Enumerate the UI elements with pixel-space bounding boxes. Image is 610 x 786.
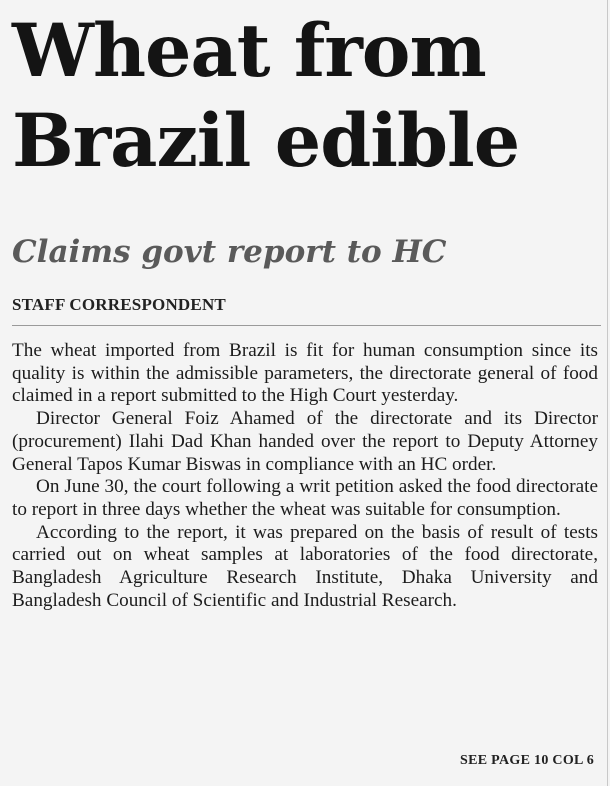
byline-rule	[12, 325, 601, 326]
paragraph-4: According to the report, it was prepared on the basis of result of tests carried out on wheat samples at laboratories of the food directorate, Bangladesh Agriculture Research Institute, Dhaka University and Bangladesh Council of Scientific and Industrial Research.	[12, 521, 598, 611]
paragraph-1: The wheat imported from Brazil is fit for human consumption since its quality is within the admissible parameters, the directorate general of food claimed in a report submitted to the High Court yesterday.	[12, 340, 598, 407]
continued-on-label: SEE PAGE 10 COL 6	[460, 753, 594, 768]
byline: STAFF CORRESPONDENT	[12, 295, 226, 314]
column-divider	[607, 0, 608, 786]
headline: Wheat from Brazil edible	[12, 8, 520, 184]
kicker-subheadline: Claims govt report to HC	[12, 234, 447, 270]
article-body	[12, 340, 598, 612]
paragraph-2: Director General Foiz Ahamed of the directorate and its Director (procurement) Ilahi Dad Khan handed over the report to Deputy Attorney General Tapos Kumar Biswas in compliance with an HC order.	[12, 408, 598, 475]
paragraph-3: On June 30, the court following a writ petition asked the food directorate to report in three days whether the wheat was suitable for consumption.	[12, 476, 598, 520]
